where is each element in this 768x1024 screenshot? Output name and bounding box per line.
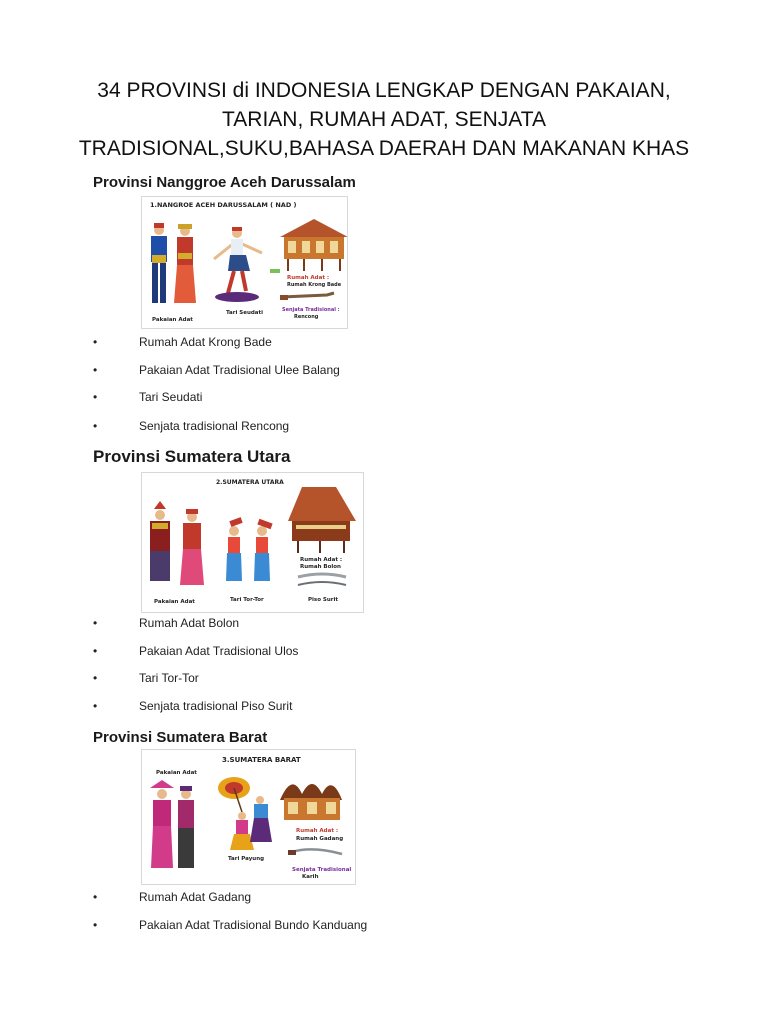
title-line-2: TARIAN, RUMAH ADAT, SENJATA <box>222 108 546 131</box>
illustration-sumatera-barat <box>141 749 356 885</box>
figure-dancer <box>230 812 254 850</box>
weapon-name-label: Rencong <box>294 314 319 320</box>
weapon-rencong <box>280 293 334 300</box>
weapon-piso-surit <box>298 574 346 585</box>
figure-dancer <box>226 517 243 581</box>
section-heading-aceh: Provinsi Nanggroe Aceh Darussalam <box>93 174 356 191</box>
weapon-title-label: Senjata Tradisional : <box>282 307 340 313</box>
house-title-label: Rumah Adat : <box>296 828 339 834</box>
dance-label: Tari Payung <box>228 856 265 862</box>
clothing-label: Pakaian Adat <box>152 317 193 323</box>
house-title-label: Rumah Adat : <box>300 557 343 563</box>
section-heading-sumatera-utara: Provinsi Sumatera Utara <box>93 447 291 466</box>
weapon-title-label: Senjata Tradisional <box>292 867 352 873</box>
house-name-label: Rumah Krong Bade <box>287 282 342 288</box>
house-krong-bade <box>270 219 347 273</box>
weapon-name-label: Karih <box>302 874 319 880</box>
illustration-header: 1.NANGROE ACEH DARUSSALAM ( NAD ) <box>150 201 297 209</box>
house-bolon <box>288 487 356 553</box>
dance-label: Tari Tor-Tor <box>230 597 264 603</box>
figure-dancer <box>214 227 262 302</box>
document-title <box>60 76 708 163</box>
figure-woman <box>180 509 204 585</box>
umbrella-icon <box>218 777 250 812</box>
illustration-header: 2.SUMATERA UTARA <box>216 479 284 486</box>
house-name-label: Rumah Gadang <box>296 836 344 842</box>
clothing-label: Pakaian Adat <box>156 770 197 776</box>
weapon-name-label: Piso Surit <box>308 597 338 603</box>
house-name-label: Rumah Bolon <box>300 564 341 570</box>
figure-man <box>151 223 167 303</box>
figure-man <box>178 786 194 868</box>
dance-label: Tari Seudati <box>226 310 264 316</box>
clothing-label: Pakaian Adat <box>154 599 195 605</box>
figure-dancer <box>254 519 273 581</box>
house-title-label: Rumah Adat : <box>287 275 330 281</box>
house-gadang <box>280 784 342 820</box>
illustration-aceh <box>141 196 348 329</box>
title-line-1: 34 PROVINSI di INDONESIA LENGKAP DENGAN PAKAIAN, <box>97 79 671 102</box>
figure-woman <box>174 224 196 303</box>
figure-man <box>150 501 170 581</box>
weapon-karih <box>288 849 342 855</box>
figure-woman <box>150 780 174 868</box>
title-line-3: TRADISIONAL,SUKU,BAHASA DAERAH DAN MAKANAN KHAS <box>78 137 690 160</box>
illustration-header: 3.SUMATERA BARAT <box>222 756 301 764</box>
figure-dancer <box>250 796 272 842</box>
illustration-sumatera-utara <box>141 472 364 613</box>
section-heading-sumatera-barat: Provinsi Sumatera Barat <box>93 729 268 746</box>
